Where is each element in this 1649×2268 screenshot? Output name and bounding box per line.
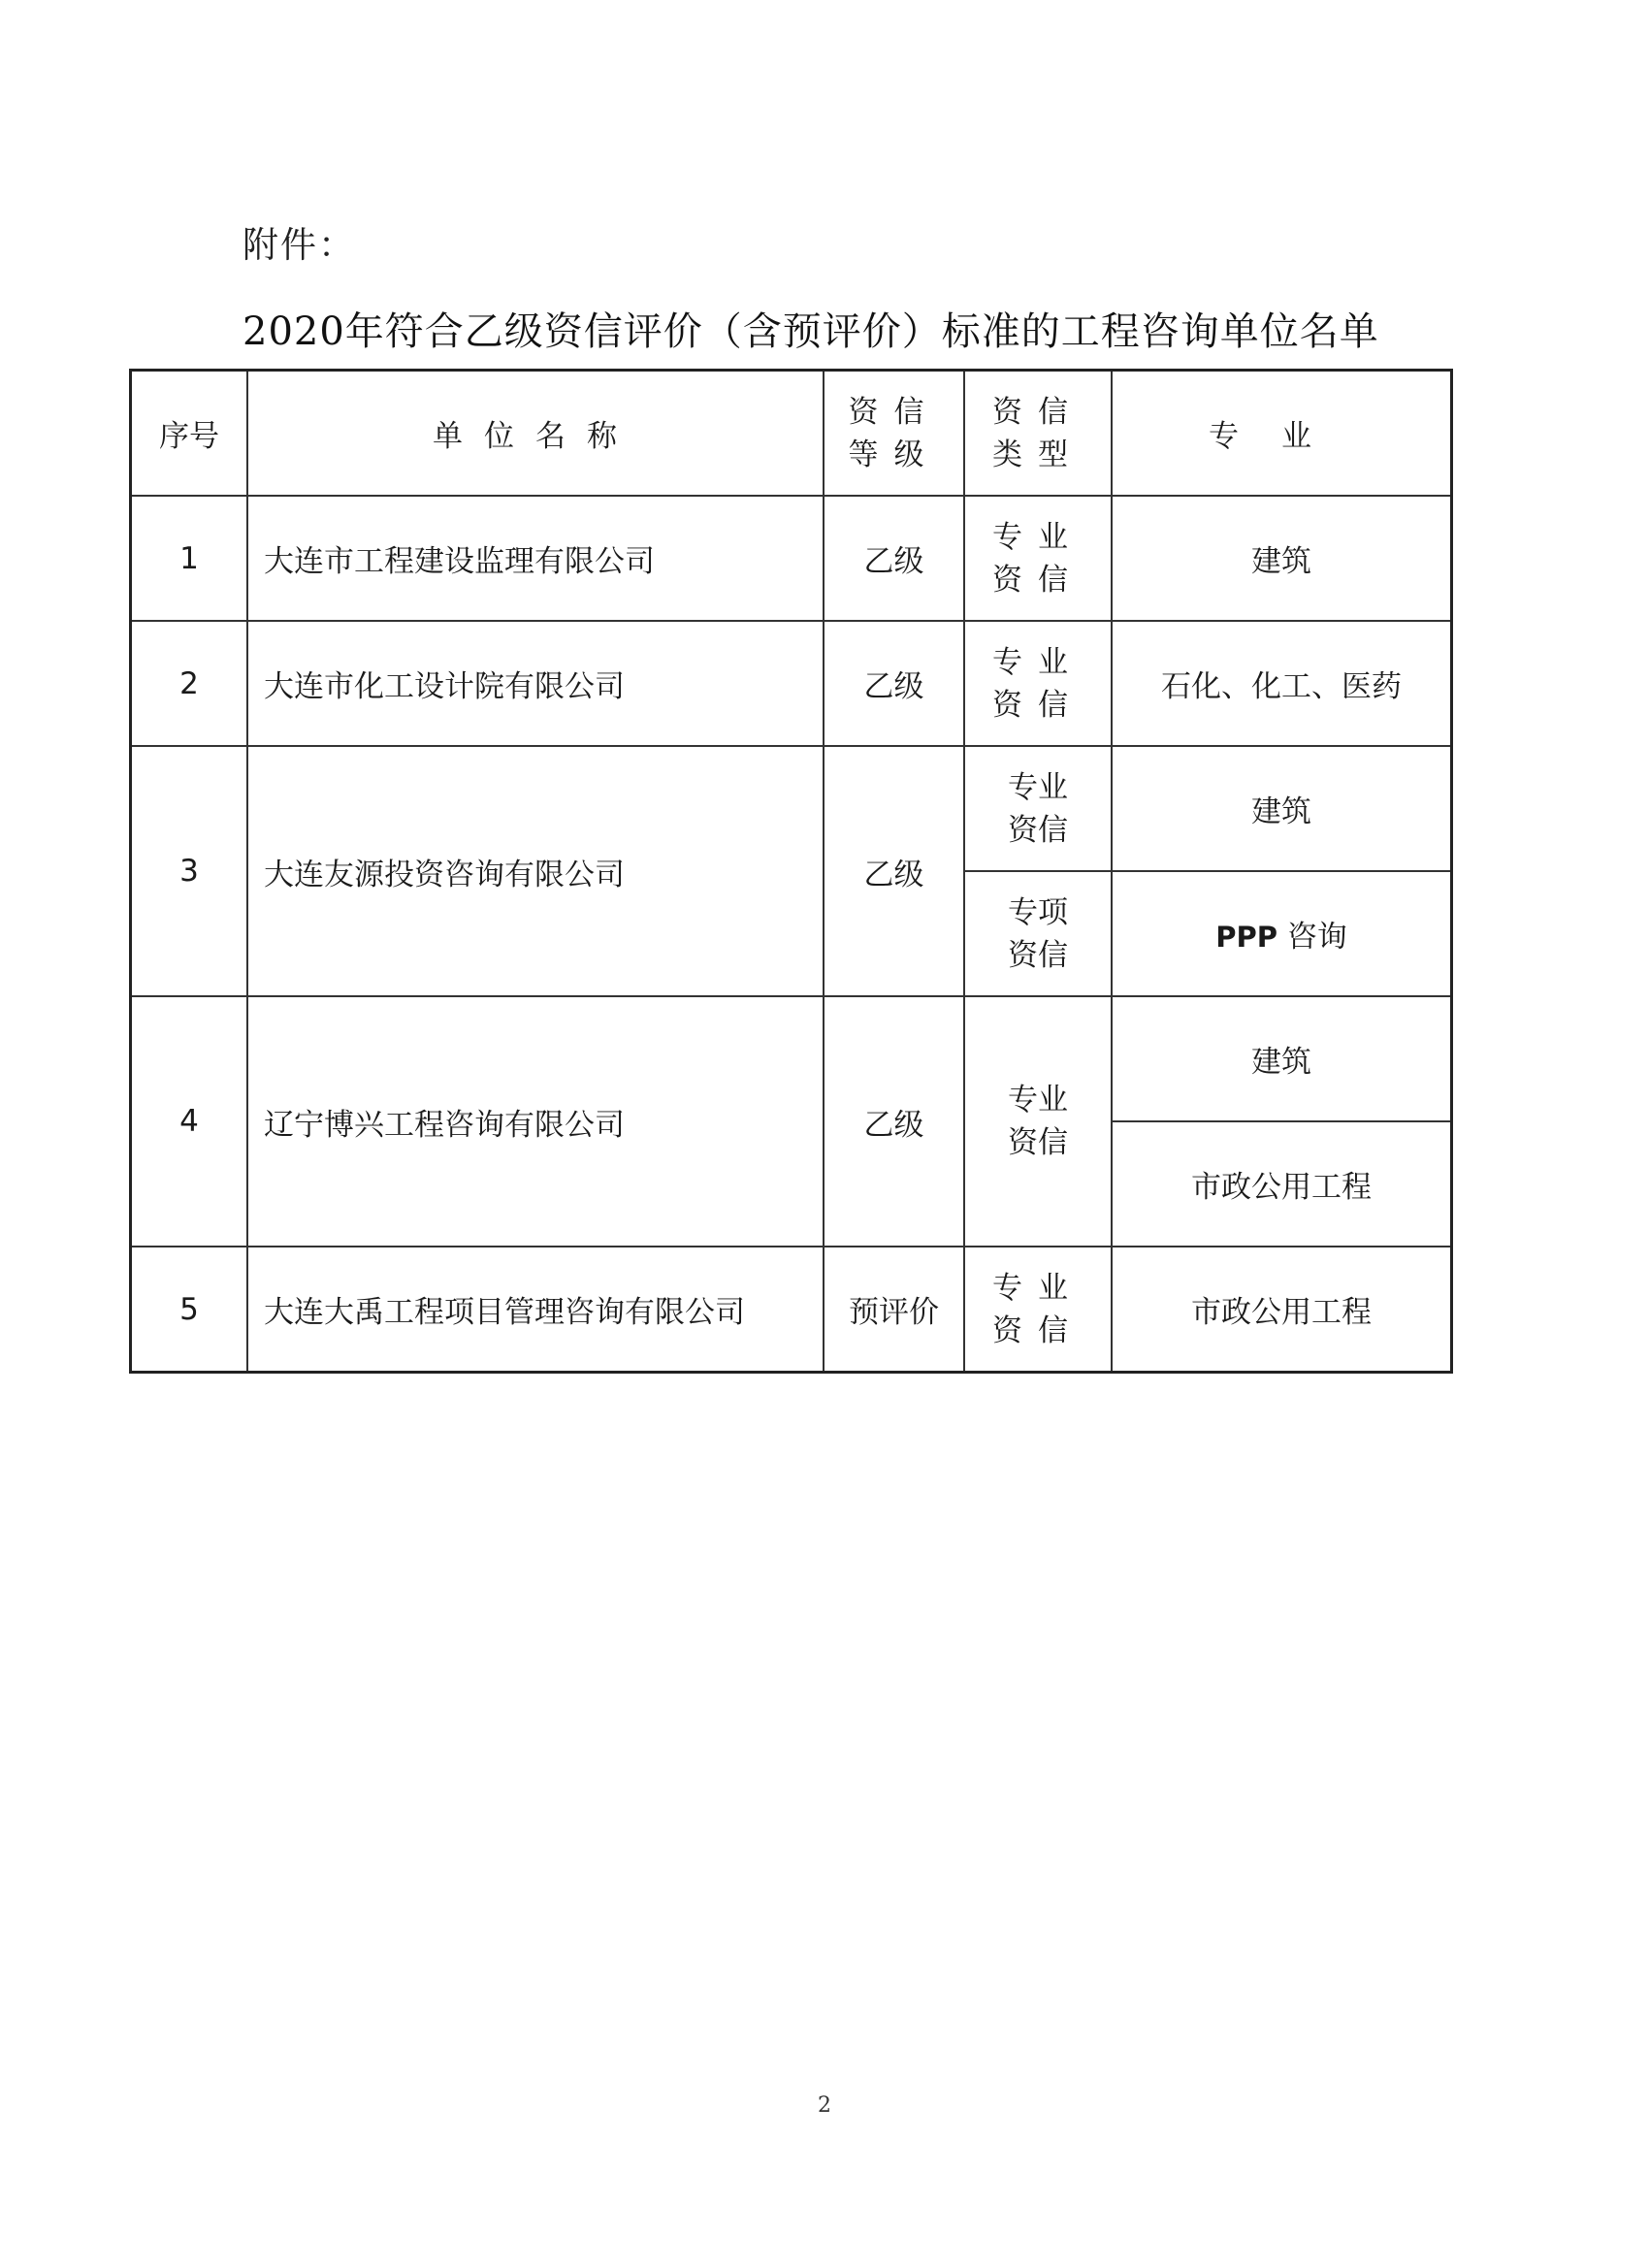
row-serial-number: 4: [131, 996, 248, 1247]
row-specialty: [1112, 871, 1452, 996]
row-serial-number: 3: [131, 746, 248, 996]
row-specialty: 建筑: [1112, 496, 1452, 621]
row-serial-number: 5: [131, 1247, 248, 1373]
specialty-ppp-text: PPP: [1215, 921, 1277, 954]
table-row: [131, 621, 1452, 746]
row-credit-type: 专业 资信: [964, 1247, 1112, 1373]
page-number: 2: [818, 2093, 831, 2118]
table-row: [131, 496, 1452, 621]
consulting-unit-table: [129, 369, 1453, 1374]
header-serial-number: 序号: [131, 371, 248, 497]
row-specialty: 建筑: [1112, 746, 1452, 871]
header-credit-grade: 资信 等级: [824, 371, 964, 497]
row-credit-grade: 乙级: [824, 996, 964, 1247]
row-credit-grade: 乙级: [824, 496, 964, 621]
row-serial-number: 2: [131, 621, 248, 746]
row-credit-type: 专业 资信: [964, 996, 1112, 1247]
row-specialty: 市政公用工程: [1112, 1247, 1452, 1373]
row-credit-grade: 乙级: [824, 621, 964, 746]
row-unit-name: 大连市工程建设监理有限公司: [247, 496, 824, 621]
row-credit-type: 专业 资信: [964, 621, 1112, 746]
row-unit-name: 大连大禹工程项目管理咨询有限公司: [247, 1247, 824, 1373]
document-title: 2020年符合乙级资信评价（含预评价）标准的工程咨询单位名单: [242, 309, 1379, 354]
specialty-consulting-text: 咨询: [1286, 920, 1347, 955]
row-credit-grade: 乙级: [824, 746, 964, 996]
table-row: [131, 996, 1452, 1121]
table-row: [131, 746, 1452, 871]
table-header-row: [131, 371, 1452, 497]
row-unit-name: 大连市化工设计院有限公司: [247, 621, 824, 746]
table-row: [131, 1247, 1452, 1373]
row-credit-type: 专业 资信: [964, 746, 1112, 871]
row-specialty: 市政公用工程: [1112, 1121, 1452, 1247]
row-unit-name: 辽宁博兴工程咨询有限公司: [247, 996, 824, 1247]
annex-label: 附件：: [242, 224, 356, 266]
header-unit-name: 单位名称: [247, 371, 824, 497]
row-credit-grade: 预评价: [824, 1247, 964, 1373]
row-serial-number: 1: [131, 496, 248, 621]
row-specialty: 石化、化工、医药: [1112, 621, 1452, 746]
row-unit-name: 大连友源投资咨询有限公司: [247, 746, 824, 996]
header-specialty: 专业: [1112, 371, 1452, 497]
row-credit-type: 专业 资信: [964, 496, 1112, 621]
header-credit-type: 资信 类型: [964, 371, 1112, 497]
row-specialty: 建筑: [1112, 996, 1452, 1121]
row-credit-type: 专项 资信: [964, 871, 1112, 996]
